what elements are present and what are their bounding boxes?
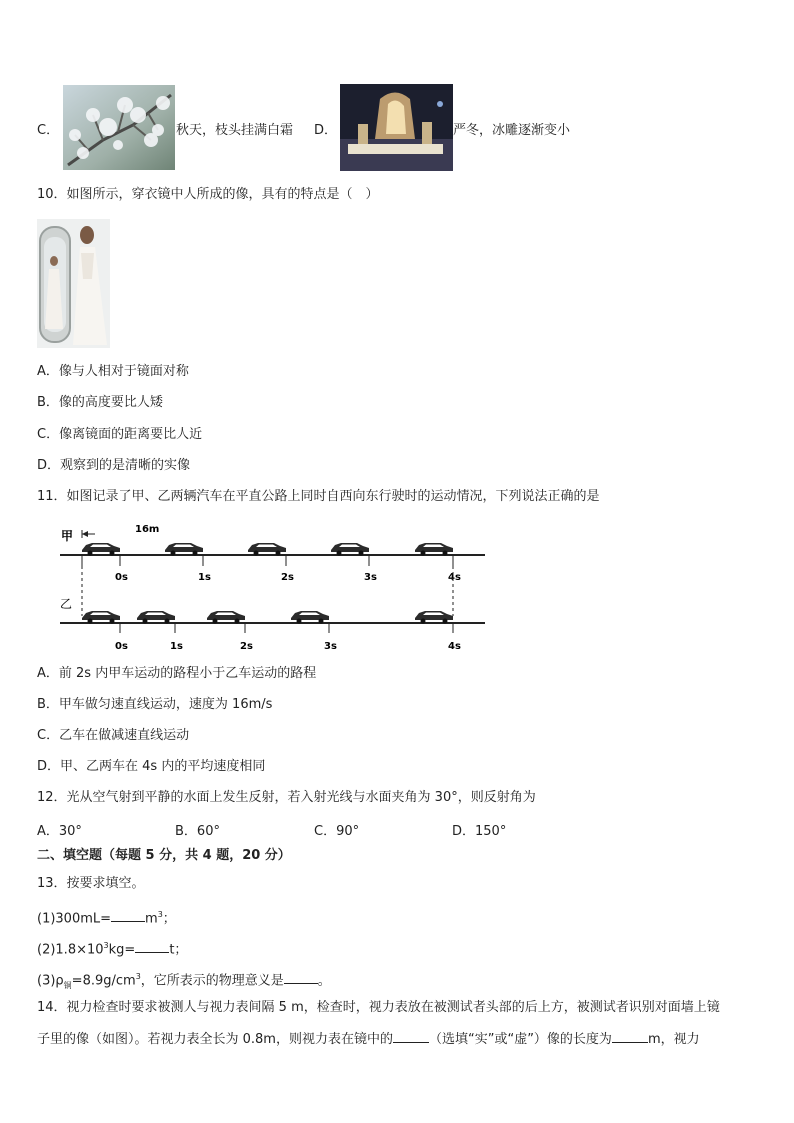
q13-p3-text: ，它所表示的物理意义是 xyxy=(140,973,284,989)
q13-p2-blank[interactable] xyxy=(135,940,169,953)
car-b-3s xyxy=(291,611,329,624)
q14-blank-1[interactable] xyxy=(393,1030,429,1043)
track-b-time-2: 2s xyxy=(240,641,253,652)
q11-option-c: C．乙车在做减速直线运动 xyxy=(37,728,190,743)
q14-blank-2[interactable] xyxy=(612,1030,648,1043)
car-a-label: 甲 xyxy=(61,529,74,543)
track-a-time-3: 3s xyxy=(364,572,377,583)
q13-p3-end: 。 xyxy=(317,973,331,989)
ice-sculpture-image xyxy=(340,84,453,171)
q9-option-d-text: 严冬，冰雕逐渐变小 xyxy=(453,123,571,138)
track-a-time-0: 0s xyxy=(115,572,128,583)
car-b-2s xyxy=(207,611,245,624)
q14-line2-c: m，视力 xyxy=(647,1032,700,1047)
q11-option-d: D．甲、乙两车在 4s 内的平均速度相同 xyxy=(37,759,266,774)
q13-part-1 xyxy=(37,906,176,928)
q11-stem: 11．如图记录了甲、乙两辆汽车在平直公路上同时自西向东行驶时的运动情况，下列说法正确的是 xyxy=(37,489,600,504)
frost-branch-image xyxy=(63,85,175,170)
q13-p1-end: ； xyxy=(162,911,176,927)
q13-p1-prefix: (1)300mL= xyxy=(37,911,112,927)
car-b-0s xyxy=(82,611,120,624)
mirror-woman-image xyxy=(37,219,110,348)
q13-p3-mid: =8.9g/cm xyxy=(71,973,136,989)
car-a-0s xyxy=(82,543,120,556)
car-b-label: 乙 xyxy=(60,597,73,611)
car-a-2s xyxy=(248,543,286,556)
car-b-4s xyxy=(415,611,453,624)
q12-option-a: A．30° xyxy=(37,824,82,839)
q10-option-c: C．像离镜面的距离要比人近 xyxy=(37,427,203,442)
q13-p2-mid: kg= xyxy=(108,942,136,958)
q13-p3-prefix: (3)ρ xyxy=(37,973,64,989)
q13-p1-sup: 3 xyxy=(157,910,163,919)
car-a-3s xyxy=(331,543,369,556)
q13-part-3 xyxy=(37,968,331,995)
q14-line-1: 14．视力检查时要求被测人与视力表间隔 5 m，检查时，视力表放在被测试者头部的后上方，被测试者识别对面墙上镜 xyxy=(37,1000,720,1015)
car-a-4s xyxy=(415,543,453,556)
q12-option-d: D．150° xyxy=(452,824,507,839)
q10-option-d: D．观察到的是清晰的实像 xyxy=(37,458,191,473)
q13-p2-unit: t； xyxy=(169,942,188,958)
section-2-title: 二、填空题（每题 5 分，共 4 题，20 分） xyxy=(37,848,291,863)
track-b-time-3: 3s xyxy=(324,641,337,652)
q9-option-c-text: 秋天，枝头挂满白霜 xyxy=(176,123,294,138)
track-b-time-4: 4s xyxy=(448,641,461,652)
distance-label: 16m xyxy=(135,524,160,535)
car-b-1s xyxy=(137,611,175,624)
q14-line2-b: （选填“实”或“虚”）像的长度为 xyxy=(428,1032,612,1047)
track-a-time-2: 2s xyxy=(281,572,294,583)
q13-p1-unit: m xyxy=(145,911,158,927)
q11-option-a: A．前 2s 内甲车运动的路程小于乙车运动的路程 xyxy=(37,666,317,681)
q13-stem: 13．按要求填空。 xyxy=(37,876,145,891)
q10-option-a: A．像与人相对于镜面对称 xyxy=(37,364,189,379)
q13-p3-blank[interactable] xyxy=(284,971,318,984)
q11-option-b: B．甲车做匀速直线运动，速度为 16m/s xyxy=(37,697,273,712)
q13-p2-sup: 3 xyxy=(103,941,109,950)
car-motion-diagram xyxy=(55,516,495,656)
track-a-time-1: 1s xyxy=(198,572,211,583)
q12-stem: 12．光从空气射到平静的水面上发生反射，若入射光线与水面夹角为 30°，则反射角为 xyxy=(37,790,536,805)
q12-option-c: C．90° xyxy=(314,824,360,839)
track-b-time-1: 1s xyxy=(170,641,183,652)
q9-option-c-label: C． xyxy=(37,123,60,138)
track-b-time-0: 0s xyxy=(115,641,128,652)
q12-option-b: B．60° xyxy=(175,824,220,839)
q13-part-2 xyxy=(37,937,187,959)
q13-p3-sub: 铜 xyxy=(63,980,72,990)
track-a-time-4: 4s xyxy=(448,572,461,583)
q14-line2-a: 子里的像（如图）。若视力表全长为 0.8m，则视力表在镜中的 xyxy=(37,1032,393,1047)
q9-option-d-label: D． xyxy=(314,123,338,138)
q13-p2-prefix: (2)1.8×10 xyxy=(37,942,104,958)
q13-p3-sup: 3 xyxy=(135,972,141,981)
q10-stem: 10．如图所示，穿衣镜中人所成的像，具有的特点是（ ） xyxy=(37,187,379,202)
q10-option-b: B．像的高度要比人矮 xyxy=(37,395,163,410)
q14-line-2 xyxy=(37,1030,700,1049)
car-a-1s xyxy=(165,543,203,556)
q13-p1-blank[interactable] xyxy=(111,909,145,922)
